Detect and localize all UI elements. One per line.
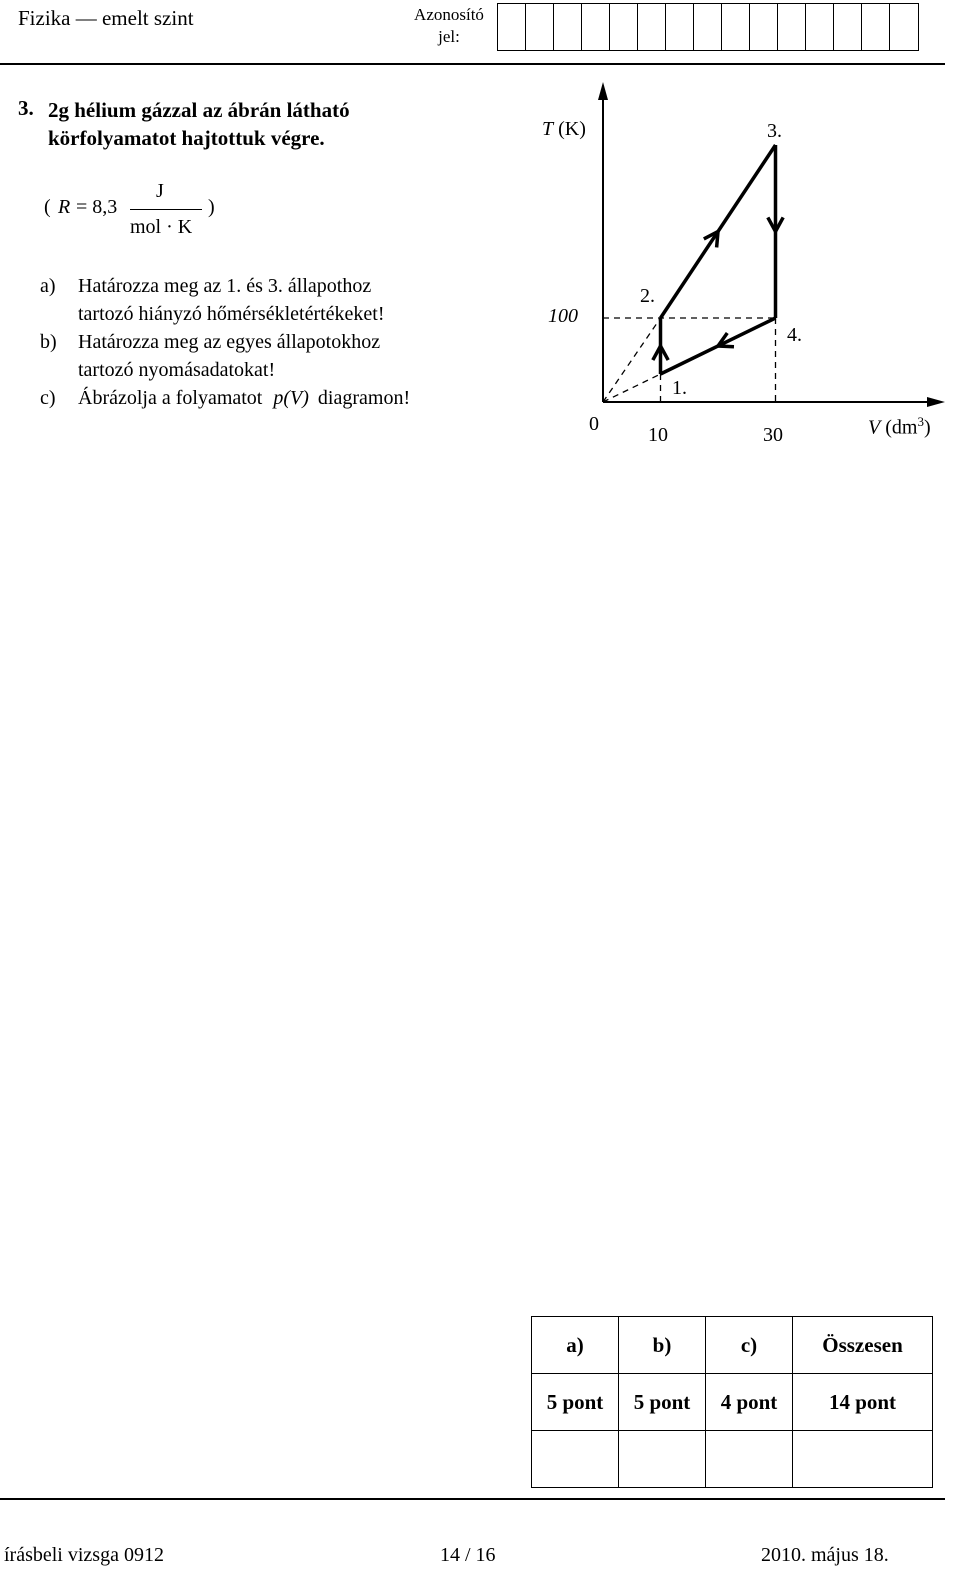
question-b-label: b): [40, 331, 57, 353]
problem-heading-line2: körfolyamatot hajtottuk végre.: [48, 126, 325, 150]
x-axis-label: [868, 414, 931, 440]
question-a-line1: Határozza meg az 1. és 3. állapothoz: [78, 275, 372, 297]
score-table: [531, 1316, 933, 1488]
x-tick-10: 10: [648, 424, 668, 446]
question-c-end: diagramon!: [317, 387, 411, 409]
footer-left: írásbeli vizsga 0912: [4, 1544, 164, 1566]
state-3-label: 3.: [767, 120, 782, 142]
question-a-label: a): [40, 275, 56, 297]
points-total: 14 pont: [793, 1374, 933, 1431]
constant-open: (: [44, 196, 51, 218]
id-label-line1: Azonosító: [414, 5, 484, 24]
question-c-italic: p(V): [273, 387, 309, 409]
question-a-line2: tartozó hiányzó hőmérsékletértékeket!: [78, 303, 385, 325]
state-1-label: 1.: [672, 377, 687, 399]
y-axis-label: [542, 118, 586, 141]
score-header-c: c): [706, 1317, 793, 1374]
question-b-line2: tartozó nyomásadatokat!: [78, 359, 276, 381]
state-4-label: 4.: [787, 324, 802, 346]
score-header-b: b): [619, 1317, 706, 1374]
footer-date: 2010. május 18.: [761, 1544, 889, 1566]
y-tick-100: 100: [548, 305, 578, 327]
tv-diagram: [0, 0, 960, 470]
footer-page: 14 / 16: [440, 1544, 496, 1566]
question-c-label: c): [40, 387, 56, 409]
score-entry-b[interactable]: [619, 1431, 706, 1488]
constant-value: = 8,3: [76, 196, 118, 218]
constant-close: ): [208, 196, 215, 218]
y-axis-arrow-icon: [598, 82, 608, 100]
score-header-a: a): [532, 1317, 619, 1374]
y-axis-unit: (K): [558, 118, 586, 140]
origin-label: 0: [589, 413, 599, 435]
constant-symbol: R: [58, 196, 71, 218]
state-2-label: 2.: [640, 285, 655, 307]
header-title: Fizika — emelt szint: [18, 6, 194, 30]
x-axis-arrow-icon: [927, 397, 945, 407]
guide-origin-1: [603, 374, 661, 402]
y-axis-symbol: T: [542, 118, 554, 140]
score-header-row: [532, 1317, 933, 1374]
constant-denominator: mol · K: [130, 216, 193, 238]
problem-number: 3.: [18, 96, 34, 120]
constant-numerator: J: [156, 180, 164, 202]
x-axis-unit-close: ): [923, 416, 931, 439]
footer-rule: [0, 1498, 945, 1500]
x-tick-30: 30: [763, 424, 783, 446]
guide-origin-2: [603, 318, 661, 402]
x-axis-unit: (dm: [885, 416, 918, 439]
score-entry-total[interactable]: [793, 1431, 933, 1488]
x-axis-unit-sup: 3: [917, 414, 924, 429]
question-c-text: Ábrázolja a folyamatot: [78, 387, 263, 409]
points-a: 5 pont: [532, 1374, 619, 1431]
score-header-total: Összesen: [793, 1317, 933, 1374]
score-entry-a[interactable]: [532, 1431, 619, 1488]
x-axis-symbol: V: [868, 416, 881, 439]
problem-heading-line1: 2g hélium gázzal az ábrán látható: [48, 98, 350, 122]
points-b: 5 pont: [619, 1374, 706, 1431]
points-c: 4 pont: [706, 1374, 793, 1431]
score-points-row: [532, 1374, 933, 1431]
question-b-line1: Határozza meg az egyes állapotokhoz: [78, 331, 381, 353]
score-entry-c[interactable]: [706, 1431, 793, 1488]
score-entry-row: [532, 1431, 933, 1488]
id-label-line2: jel:: [438, 27, 460, 46]
